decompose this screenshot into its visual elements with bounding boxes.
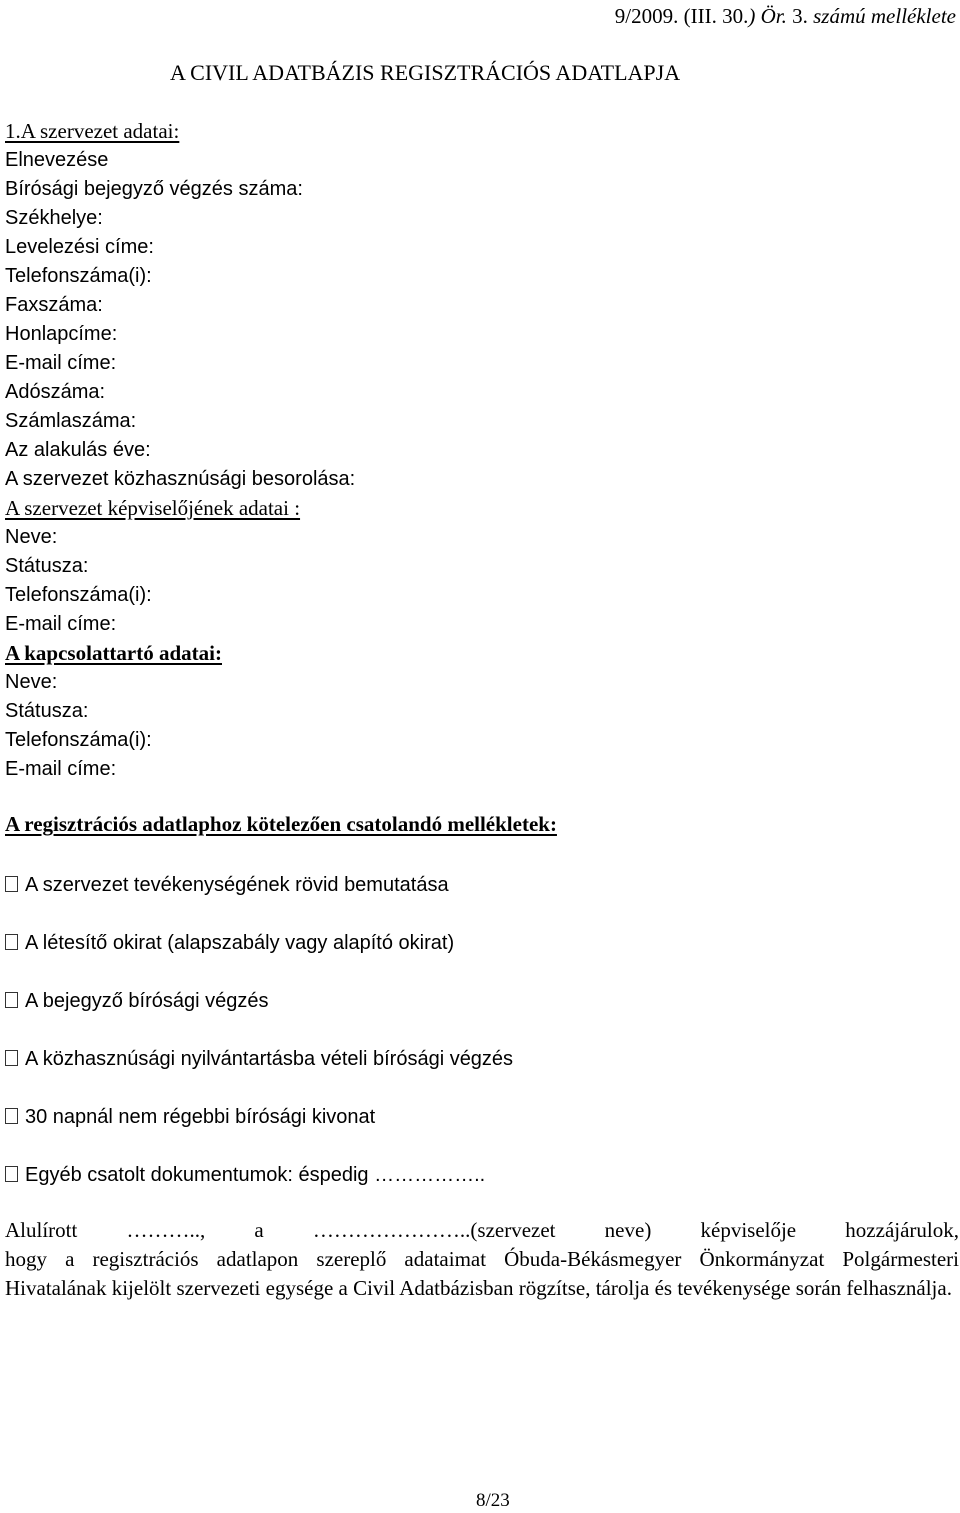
attachment-label: A létesítő okirat (alapszabály vagy alapító okirat) — [25, 932, 455, 954]
checkbox[interactable] — [5, 1108, 18, 1124]
annex-plain-2: 3. — [786, 4, 814, 28]
checkbox[interactable] — [5, 992, 18, 1008]
attachment-item — [5, 870, 513, 928]
field-label-contact-phone: Telefonszáma(i): — [5, 729, 152, 751]
attachment-label: A bejegyző bírósági végzés — [25, 990, 269, 1012]
annex-italic-2: számú melléklete — [813, 4, 956, 28]
organization-field-list — [5, 117, 355, 784]
field-label-representative-phone: Telefonszáma(i): — [5, 584, 152, 606]
field-label-founding-year: Az alakulás éve: — [5, 439, 151, 461]
section-heading-representative: A szervezet képviselőjének adatai : — [5, 496, 301, 520]
annex-reference — [615, 4, 956, 29]
field-label-name: Elnevezése — [5, 149, 109, 171]
document-title: A CIVIL ADATBÁZIS REGISZTRÁCIÓS ADATLAPJA — [170, 60, 681, 85]
field-label-website: Honlapcíme: — [5, 323, 118, 345]
checkbox[interactable] — [5, 876, 18, 892]
attachments-checklist — [5, 870, 513, 1218]
field-label-contact-status: Státusza: — [5, 700, 89, 722]
checkbox[interactable] — [5, 1050, 18, 1066]
attachment-label: Egyéb csatolt dokumentumok: éspedig …………….. — [25, 1164, 486, 1186]
field-label-mailing-address: Levelezési címe: — [5, 236, 154, 258]
field-label-fax: Faxszáma: — [5, 294, 103, 316]
checkbox[interactable] — [5, 1166, 18, 1182]
consent-line-1: Alulírott ……….., a …………………..(szervezet neve) képviselője hozzájárulok, — [5, 1218, 959, 1242]
consent-body: hogy a regisztrációs adatlapon szereplő adataimat Óbuda-Békásmegyer Önkormányzat Polgármesteri Hivatalának kijelölt szervezeti egysége a Civil Adatbázisban rögzítse, tárolja és tevékenysége során felhasználja. — [5, 1247, 959, 1300]
field-label-representative-email: E-mail címe: — [5, 613, 117, 635]
field-label-court-registration-number: Bírósági bejegyző végzés száma: — [5, 178, 303, 200]
field-label-bank-account: Számlaszáma: — [5, 410, 137, 432]
attachment-item — [5, 986, 513, 1044]
field-label-contact-email: E-mail címe: — [5, 758, 117, 780]
attachment-label: A szervezet tevékenységének rövid bemutatása — [25, 874, 449, 896]
attachment-label: A közhasznúsági nyilvántartásba vételi bírósági végzés — [25, 1048, 514, 1070]
attachments-heading: A regisztrációs adatlaphoz kötelezően csatolandó mellékletek: — [5, 812, 557, 836]
attachment-item — [5, 928, 513, 986]
field-label-representative-name: Neve: — [5, 526, 58, 548]
page-number: 8/23 — [476, 1490, 510, 1511]
attachment-item — [5, 1044, 513, 1102]
field-label-email: E-mail címe: — [5, 352, 117, 374]
field-label-seat: Székhelye: — [5, 207, 103, 229]
consent-statement — [5, 1216, 959, 1303]
annex-italic: ) Ör. — [748, 4, 787, 28]
annex-plain: 9/2009. (III. 30. — [614, 4, 749, 28]
field-label-representative-status: Státusza: — [5, 555, 89, 577]
field-label-public-benefit-status: A szervezet közhasznúsági besorolása: — [5, 468, 356, 490]
attachment-label: 30 napnál nem régebbi bírósági kivonat — [25, 1106, 376, 1128]
attachment-item — [5, 1160, 513, 1218]
field-label-phone: Telefonszáma(i): — [5, 265, 152, 287]
field-label-contact-name: Neve: — [5, 671, 58, 693]
checkbox[interactable] — [5, 934, 18, 950]
field-label-tax-number: Adószáma: — [5, 381, 106, 403]
attachment-item — [5, 1102, 513, 1160]
section-heading-contact: A kapcsolattartó adatai: — [5, 641, 222, 665]
section-heading-organization: 1.A szervezet adatai: — [5, 119, 180, 143]
